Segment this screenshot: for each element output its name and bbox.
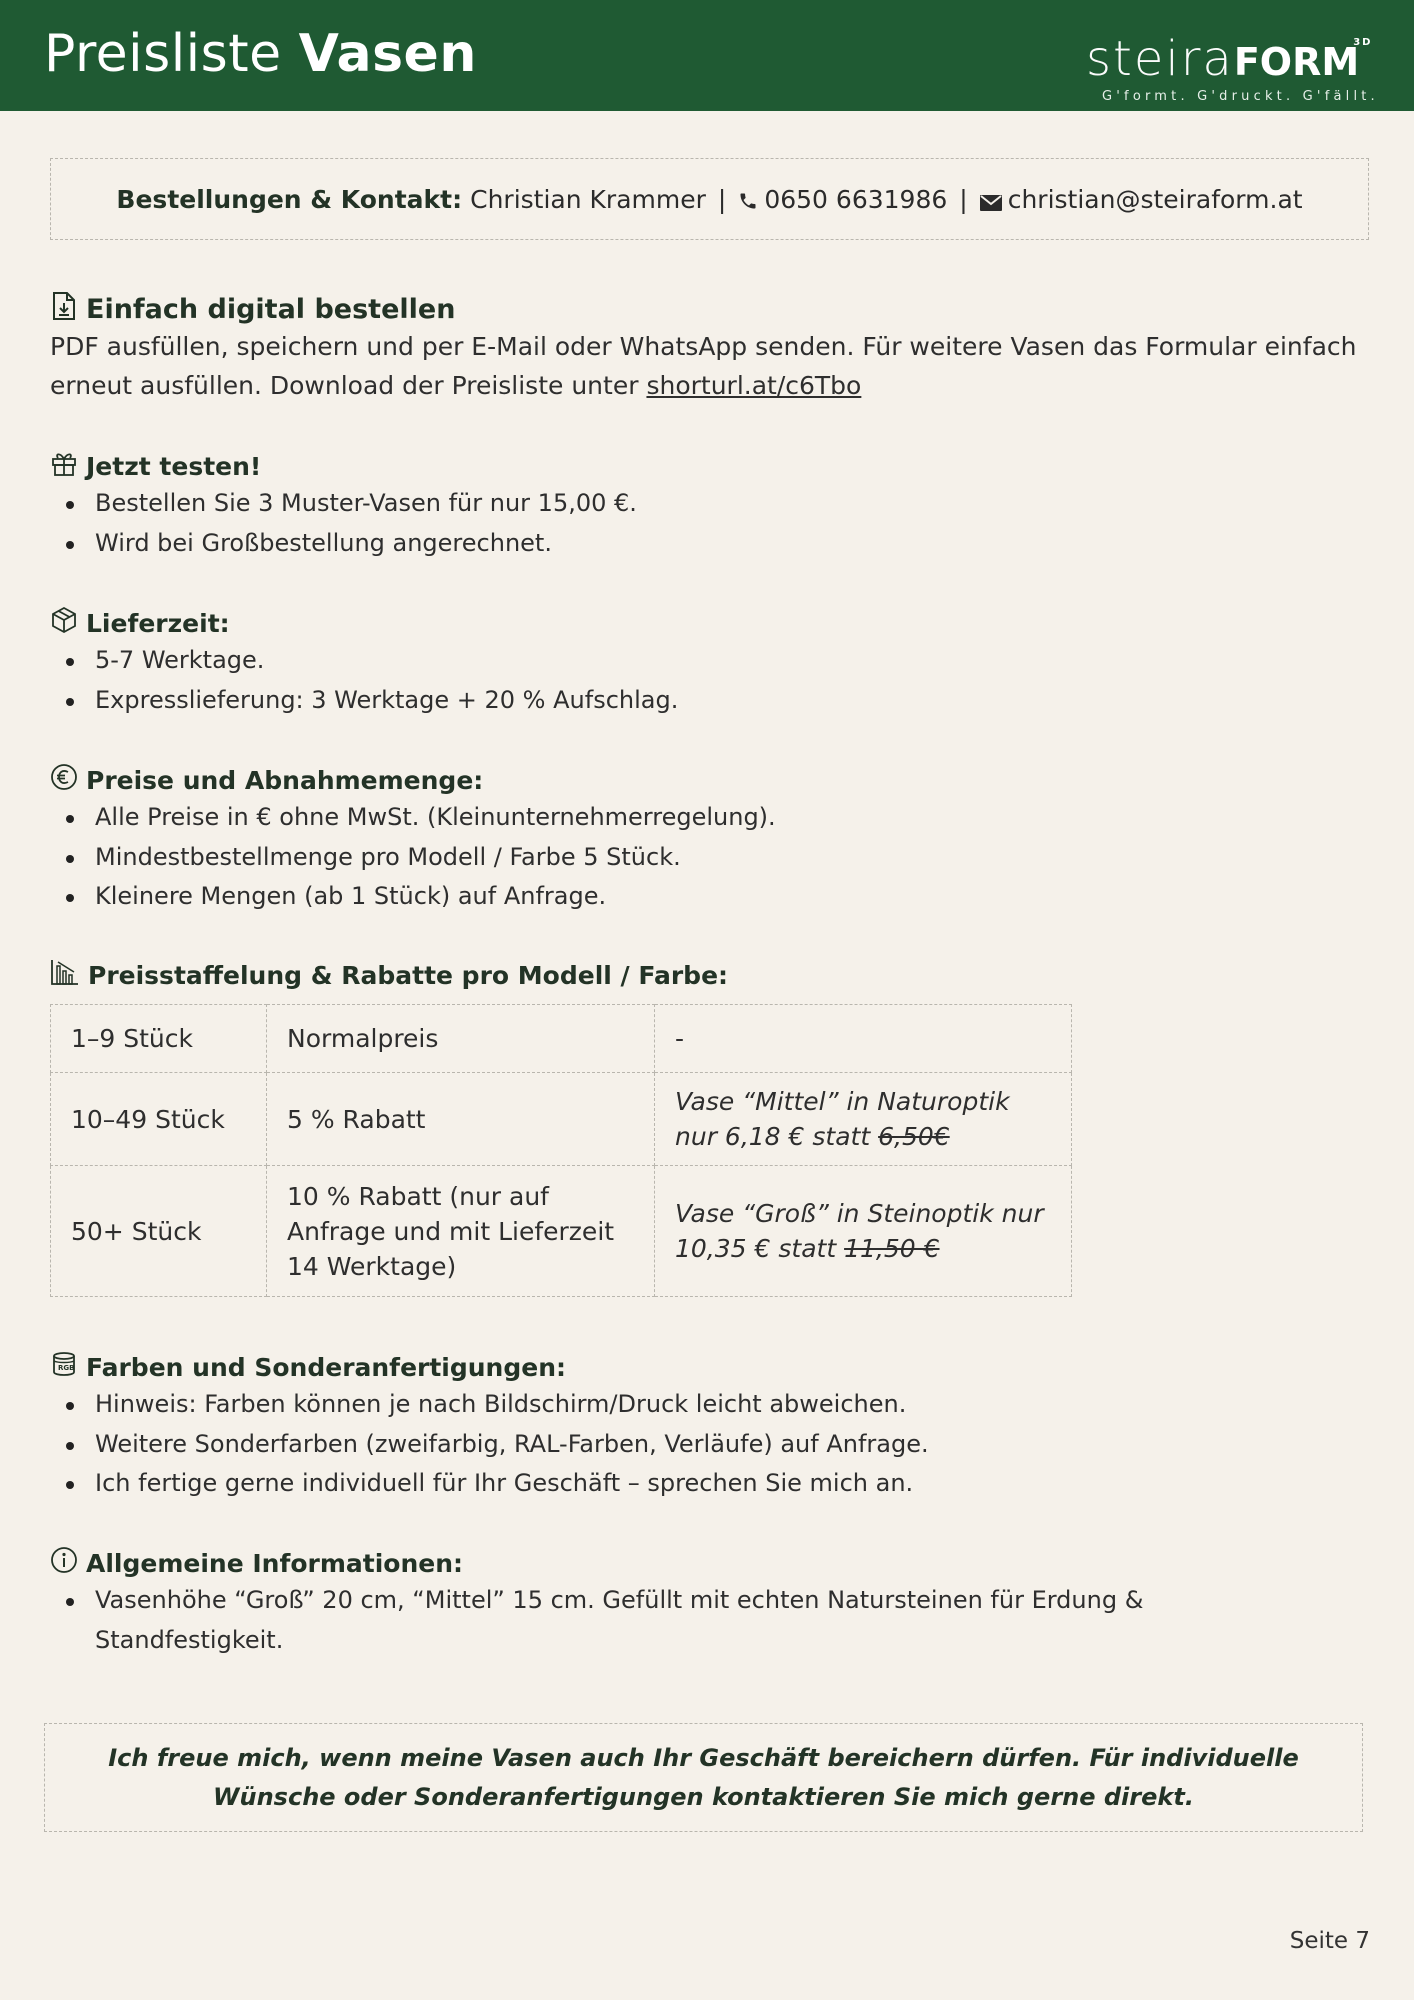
list-item: Kleinere Mengen (ab 1 Stück) auf Anfrage. [50,877,1380,917]
title-light: Preisliste [44,24,282,84]
euro-icon [50,763,78,797]
delivery-heading: Lieferzeit: [86,608,230,638]
section-heading [50,605,1380,641]
brand-logo [1086,18,1386,104]
colors-list [50,1385,1380,1504]
list-item: 5-7 Werktage. [50,641,1380,681]
list-item: Hinweis: Farben können je nach Bildschirm/Druck leicht abweichen. [50,1385,1380,1425]
list-item: Alle Preise in € ohne MwSt. (Kleinunternehmerregelung). [50,798,1380,838]
page-number: Seite 7 [1289,1928,1370,1954]
logo-sup: 3D [1353,37,1373,48]
list-item: Bestellen Sie 3 Muster-Vasen für nur 15,00 €. [50,484,1380,524]
test-list [50,484,1380,563]
section-heading [50,1349,1380,1385]
contact-box [50,158,1369,240]
list-item: Wird bei Großbestellung angerechnet. [50,524,1380,564]
logo-bold: FORM [1233,40,1360,84]
discount-cell: Normalpreis [267,1005,655,1073]
section-test [50,448,1380,563]
test-heading: Jetzt testen! [86,451,262,481]
list-item: Ich fertige gerne individuell für Ihr Geschäft – sprechen Sie mich an. [50,1464,1380,1504]
info-list [50,1581,1250,1660]
list-item: Vasenhöhe “Groß” 20 cm, “Mittel” 15 cm. Gefüllt mit echten Natursteinen für Erdung & Standfestigkeit. [50,1581,1250,1660]
discount-cell: 10 % Rabatt (nur auf Anfrage und mit Lieferzeit 14 Werktage) [267,1166,655,1297]
old-price: 6,50€ [878,1122,950,1151]
bar-chart-icon [50,958,80,992]
logo-light: steira [1086,31,1234,87]
svg-text:RGB: RGB [58,1364,75,1372]
section-delivery [50,605,1380,720]
package-icon [50,606,78,640]
separator: | [959,184,968,214]
section-colors [50,1349,1380,1504]
section-heading [50,448,1380,484]
section-tiers [50,957,1380,993]
delivery-list [50,641,1380,720]
table-row [51,1073,1072,1166]
contact-phone[interactable]: 0650 6631986 [764,184,948,214]
page-title [44,24,477,84]
title-bold: Vasen [298,24,477,84]
list-item: Expresslieferung: 3 Werktage + 20 % Aufschlag. [50,681,1380,721]
example-cell [655,1166,1072,1297]
closing-note: Ich freue mich, wenn meine Vasen auch Ihr Geschäft bereichern dürfen. Für individuelle Wünsche oder Sonderanfertigungen kontaktieren Sie mich gerne direkt. [44,1723,1363,1832]
section-heading [50,1545,1380,1581]
example-text: Vase “Groß” in Steinoptik nur 10,35 € statt [675,1199,1044,1263]
qty-cell: 10–49 Stück [51,1073,267,1166]
old-price: 11,50 € [844,1234,940,1263]
separator: | [717,184,727,214]
section-heading [50,957,1380,993]
paint-can-icon [50,1350,78,1384]
section-info [50,1545,1380,1660]
table-row [51,1166,1072,1297]
contact-name: Christian Krammer [470,184,706,214]
contact-label: Bestellungen & Kontakt: [116,184,463,214]
digital-body: PDF ausfüllen, speichern und per E-Mail oder WhatsApp senden. Für weitere Vasen das Formular einfach erneut ausfüllen. Download der Preisliste unter [50,332,1357,400]
gift-icon [50,449,78,483]
digital-text [50,327,1380,405]
example-cell: - [655,1005,1072,1073]
phone-icon [738,185,764,214]
section-heading [50,762,1380,798]
list-item: Weitere Sonderfarben (zweifarbig, RAL-Farben, Verläufe) auf Anfrage. [50,1425,1380,1465]
logo-tagline: G'formt. G'druckt. G'fällt. [1102,89,1379,104]
discount-cell: 5 % Rabatt [267,1073,655,1166]
qty-cell: 50+ Stück [51,1166,267,1297]
download-link[interactable]: shorturl.at/c6Tbo [646,371,862,400]
example-text: Vase “Mittel” in Naturoptik nur 6,18 € statt [675,1087,1010,1151]
prices-list [50,798,1380,917]
section-digital-order [50,291,1380,405]
info-icon [50,1546,78,1580]
price-tier-table [50,1004,1072,1297]
document-download-icon [50,291,78,328]
qty-cell: 1–9 Stück [51,1005,267,1073]
tiers-heading: Preisstaffelung & Rabatte pro Modell / Farbe: [88,960,729,990]
section-heading [50,291,1380,327]
contact-email[interactable]: christian@steiraform.at [1007,184,1303,214]
list-item: Mindestbestellmenge pro Modell / Farbe 5 Stück. [50,838,1380,878]
prices-heading: Preise und Abnahmemenge: [86,765,484,795]
digital-heading: Einfach digital bestellen [86,293,456,325]
table-row [51,1005,1072,1073]
page-header [0,0,1414,111]
colors-heading: Farben und Sonderanfertigungen: [86,1352,567,1382]
example-cell [655,1073,1072,1166]
section-prices [50,762,1380,917]
mail-icon [980,185,1008,214]
info-heading: Allgemeine Informationen: [86,1548,464,1578]
